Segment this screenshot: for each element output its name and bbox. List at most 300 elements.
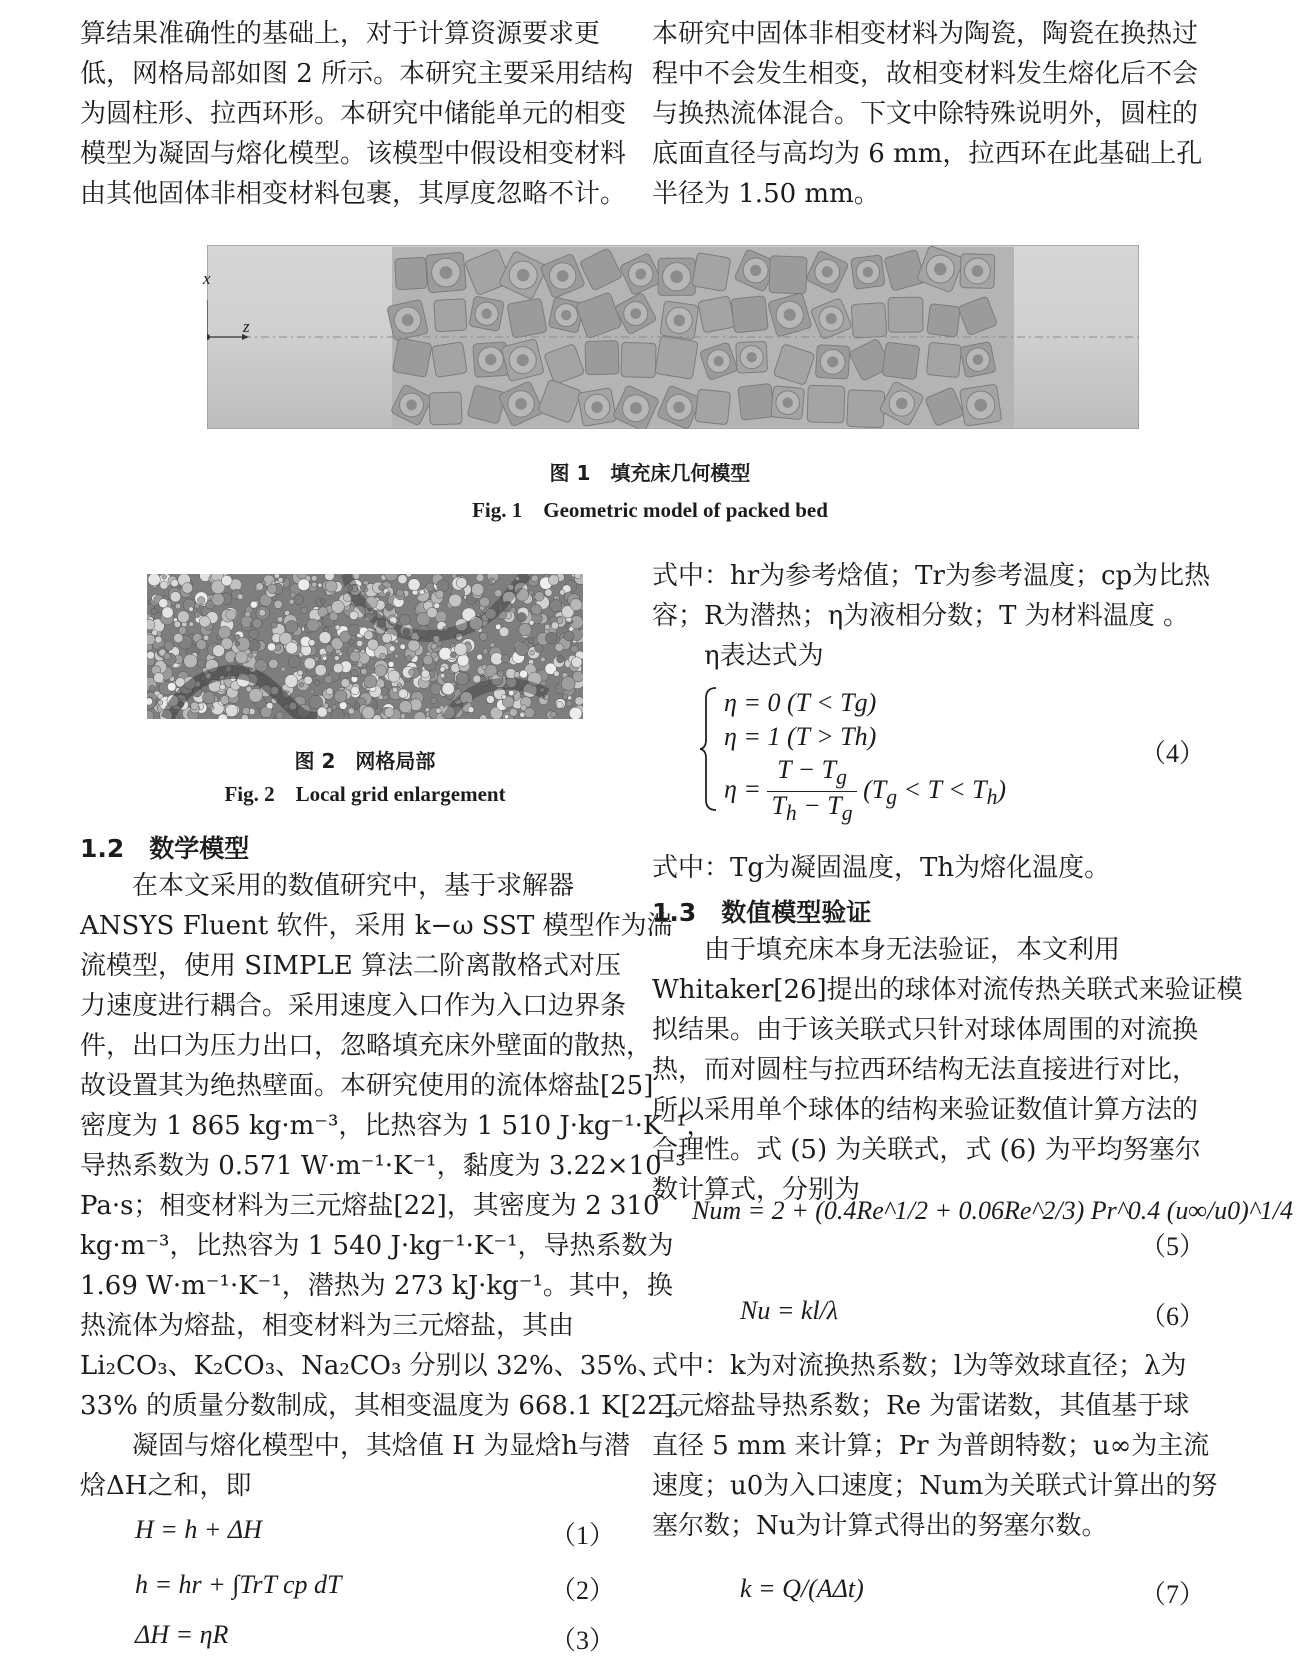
pellet-hole — [822, 266, 833, 277]
mesh-cell — [152, 630, 158, 636]
mesh-cell — [288, 656, 300, 668]
equation-2-number: （2） — [550, 1576, 616, 1605]
mesh-cell — [357, 662, 363, 668]
figure-1-caption-en: Fig. 1 Geometric model of packed bed — [472, 498, 828, 522]
figure-1 — [203, 245, 1139, 429]
mesh-cell — [310, 689, 315, 694]
mesh-cell — [212, 593, 225, 606]
mesh-cell — [171, 579, 179, 587]
mesh-cell — [324, 675, 332, 683]
mesh-cell — [304, 676, 312, 684]
mesh-cell — [545, 624, 550, 629]
mesh-cell — [499, 627, 509, 637]
mesh-cell — [213, 645, 225, 657]
mesh-cell — [331, 600, 344, 613]
pellet-hole — [591, 401, 602, 412]
mesh-cell — [203, 635, 208, 640]
mesh-cell — [241, 714, 248, 719]
mesh-cell — [162, 607, 173, 618]
mesh-cell — [218, 626, 231, 639]
text-line: 由于填充床本身无法验证，本文利用 — [704, 935, 1121, 965]
equation-5 — [692, 1196, 1293, 1226]
mesh-cell — [252, 619, 262, 629]
mesh-cell — [531, 575, 538, 582]
text-line: ANSYS Fluent 软件，采用 k−ω SST 模型作为湍 — [80, 911, 673, 941]
mesh-cell — [333, 663, 343, 673]
text-line: 力速度进行耦合。采用速度入口作为入口边界条 — [80, 991, 627, 1021]
mesh-cell — [312, 582, 317, 587]
text-line: 算结果准确性的基础上，对于计算资源要求更 — [80, 19, 601, 49]
mesh-image — [147, 574, 583, 719]
text-line: 式中：k为对流换热系数；l为等效球直径；λ为 — [652, 1351, 1187, 1381]
mesh-cell — [160, 581, 168, 589]
pellet-hole — [896, 398, 907, 409]
mesh-cell — [148, 574, 161, 586]
mesh-cell — [494, 589, 502, 597]
mesh-cell — [569, 707, 582, 719]
mesh-cell — [175, 603, 181, 609]
pellet — [392, 338, 432, 378]
mesh-cell — [360, 584, 366, 590]
mesh-cell — [189, 622, 193, 626]
text-line: 底面直径与高均为 6 mm，拉西环在此基础上孔 — [652, 139, 1203, 169]
mesh-cell — [563, 694, 568, 699]
mesh-cell — [483, 649, 488, 654]
pellet-hole — [670, 270, 683, 283]
mesh-cell — [409, 669, 415, 675]
mesh-cell — [479, 632, 487, 640]
pellet-hole — [972, 265, 984, 277]
top-left-paragraph — [80, 14, 634, 214]
pellet — [698, 296, 735, 333]
axis-x-label: x — [203, 269, 211, 288]
mesh-cell — [147, 619, 155, 630]
equation-2: h = hr + ∫TrT cp dT — [135, 1570, 342, 1599]
brace-icon — [700, 684, 720, 814]
mesh-cell — [380, 653, 386, 659]
mesh-cell — [440, 673, 445, 678]
pellet-hole — [714, 356, 724, 366]
pellet — [927, 304, 961, 338]
pellet-hole — [934, 263, 946, 275]
mesh-cell — [245, 611, 251, 617]
text-line: 密度为 1 865 kg·m⁻³，比热容为 1 510 J·kg⁻¹·K⁻¹， — [80, 1111, 713, 1141]
mesh-cell — [439, 647, 452, 660]
pellet-hole — [485, 354, 496, 365]
mesh-cell — [396, 589, 404, 597]
mesh-cell — [350, 651, 360, 661]
mesh-cell — [375, 665, 387, 677]
mesh-cell — [235, 651, 248, 664]
mesh-cell — [348, 708, 354, 714]
mesh-cell — [298, 579, 310, 591]
mesh-cell — [490, 643, 495, 648]
mesh-cell — [421, 670, 429, 678]
mesh-cell — [294, 595, 304, 605]
right-paragraph-3 — [652, 930, 1243, 1210]
mesh-cell — [556, 701, 563, 708]
pellet-hole — [974, 399, 987, 412]
pellet-hole — [402, 314, 414, 326]
mesh-cell — [410, 699, 422, 711]
mesh-cell — [367, 639, 378, 650]
mesh-cell — [482, 664, 487, 669]
mesh-cell — [159, 599, 168, 608]
mesh-cell — [357, 640, 363, 646]
mesh-cell — [301, 607, 307, 613]
mesh-cell — [528, 638, 534, 644]
mesh-cell — [307, 619, 320, 632]
text-line: 塞尔数；Nu为计算式得出的努塞尔数。 — [652, 1511, 1108, 1541]
text-line: 半径为 1.50 mm。 — [652, 179, 880, 209]
mesh-cell — [311, 575, 317, 581]
mesh-cell — [174, 621, 181, 628]
mesh-cell — [388, 670, 400, 682]
pellet — [429, 392, 462, 425]
text-line: 凝固与熔化模型中，其焓值 H 为显焓h与潜 — [132, 1431, 630, 1461]
mesh-cell — [259, 609, 266, 616]
mesh-cell — [315, 664, 326, 675]
text-line: 三元熔盐导热系数；Re 为雷诺数，其值基于球 — [652, 1391, 1190, 1421]
mesh-cell — [508, 690, 514, 696]
equation-5-number: （5） — [1140, 1232, 1206, 1261]
mesh-cell — [326, 688, 333, 695]
pellet — [585, 341, 619, 375]
equation-6: Nu = kl/λ — [740, 1296, 839, 1325]
mesh-cell — [250, 601, 257, 608]
mesh-cell — [351, 686, 360, 695]
pellet — [807, 385, 845, 423]
mesh-cell — [226, 610, 236, 620]
pellet — [655, 336, 698, 379]
mesh-cell — [397, 683, 401, 687]
figure-2-caption-zh: 图 2 网格局部 — [294, 749, 436, 773]
mesh-cell — [154, 672, 164, 682]
mesh-cell — [468, 707, 474, 713]
mesh-cell — [491, 579, 495, 583]
text-line: Li₂CO₃、K₂CO₃、Na₂CO₃ 分别以 32%、35%、 — [80, 1351, 664, 1381]
mesh-cell — [398, 575, 407, 584]
mesh-cell — [408, 579, 420, 591]
mesh-cell — [203, 691, 216, 704]
mesh-cell — [155, 636, 162, 643]
mesh-cell — [575, 574, 582, 579]
mesh-cell — [540, 657, 545, 662]
mesh-cell — [427, 607, 437, 617]
text-line: η表达式为 — [704, 641, 824, 671]
pellet — [926, 342, 961, 377]
equation-4-line-3: η = $\frac{T - T_g}{T_h - T_g}$ $(T_g < T < T_h)$ — [724, 755, 1007, 826]
mesh-cell — [570, 599, 582, 611]
mesh-cell — [362, 706, 375, 719]
text-line: 热流体为熔盐，相变材料为三元熔盐，其由 — [80, 1311, 575, 1341]
text-line: 直径 5 mm 来计算；Pr 为普朗特数；u∞为主流 — [652, 1431, 1210, 1461]
mesh-cell — [184, 654, 198, 668]
mesh-cell — [325, 580, 337, 592]
right-where-2: 式中：Tg为凝固温度，Th为熔化温度。 — [652, 853, 1111, 883]
mesh-cell — [325, 645, 333, 653]
mesh-cell — [383, 695, 388, 700]
mesh-cell — [519, 670, 527, 678]
mesh-cell — [274, 600, 282, 608]
mesh-cell — [164, 641, 174, 651]
mesh-cell — [220, 684, 226, 690]
text-line: 故设置其为绝热壁面。本研究使用的流体熔盐[25] — [80, 1071, 654, 1101]
mesh-cell — [262, 581, 266, 585]
mesh-cell — [473, 675, 481, 683]
mesh-cell — [554, 671, 560, 677]
mesh-cell — [517, 613, 526, 622]
pellet-hole — [630, 402, 642, 414]
mesh-cell — [248, 653, 253, 658]
mesh-cell — [174, 633, 184, 643]
mesh-cell — [560, 590, 565, 595]
section-1-3-title: 1.3 数值模型验证 — [652, 898, 872, 927]
text-line: 低，网格局部如图 2 所示。本研究主要采用结构 — [80, 59, 634, 89]
text-line: 模型为凝固与熔化模型。该模型中假设相变材料 — [80, 139, 627, 169]
mesh-cell — [386, 592, 390, 596]
mesh-cell — [220, 696, 229, 705]
mesh-cell — [164, 653, 171, 660]
mesh-cell — [449, 594, 462, 607]
mesh-cell — [276, 712, 284, 719]
mesh-cell — [196, 640, 206, 650]
equation-3: ΔH = ηR — [135, 1620, 229, 1649]
figure-2 — [147, 574, 583, 719]
text-line: 件，出口为压力出口，忽略填充床外壁面的散热， — [80, 1031, 653, 1061]
mesh-cell — [304, 658, 316, 670]
text-line: 本研究中固体非相变材料为陶瓷，陶瓷在换热过 — [652, 19, 1199, 49]
pellet-hole — [406, 400, 417, 411]
mesh-cell — [437, 579, 449, 591]
equation-5-text: Num = 2 + (0.4Re^1/2 + 0.06Re^2/3) Pr^0.4 (u∞/u0)^1/4 — [692, 1196, 1294, 1225]
mesh-cell — [479, 597, 489, 607]
mesh-cell — [515, 642, 528, 655]
text-line: 热，而对圆柱与拉西环结构无法直接进行对比， — [652, 1055, 1199, 1085]
mesh-cell — [545, 632, 557, 644]
mesh-cell — [457, 655, 469, 667]
mesh-cell — [431, 652, 437, 658]
mesh-cell — [392, 687, 397, 692]
pellet — [507, 298, 547, 338]
equation-1: H = h + ΔH — [135, 1515, 262, 1544]
mesh-cell — [364, 631, 373, 640]
mesh-cell — [531, 604, 542, 615]
mesh-cell — [269, 659, 278, 668]
pellet — [888, 297, 923, 332]
mesh-cell — [442, 682, 454, 694]
text-line: 容；R为潜热；η为液相分数；T 为材料温度 。 — [652, 601, 1190, 631]
pellet — [851, 303, 887, 339]
pellet-hole — [784, 309, 796, 321]
mesh-cell — [319, 632, 331, 644]
equation-3-number: （3） — [550, 1626, 616, 1655]
mesh-cell — [497, 670, 504, 677]
mesh-cell — [341, 679, 350, 688]
mesh-cell — [431, 643, 437, 649]
pellet-hole — [517, 354, 529, 366]
mesh-cell — [320, 599, 325, 604]
mesh-cell — [147, 651, 154, 659]
pellet-hole — [746, 352, 756, 362]
equation-4-lhs: η = — [724, 774, 761, 804]
mesh-cell — [197, 597, 204, 604]
mesh-cell — [382, 633, 392, 643]
mesh-cell — [179, 627, 187, 635]
mesh-cell — [349, 611, 358, 620]
mesh-cell — [476, 574, 484, 582]
pellet-hole — [827, 356, 838, 367]
mesh-cell — [550, 599, 562, 611]
equation-4 — [700, 684, 1080, 826]
mesh-cell — [519, 623, 532, 636]
text-line: 33% 的质量分数制成，其相变温度为 668.1 K[22]。 — [80, 1391, 700, 1421]
equation-7: k = Q/(AΔt) — [740, 1574, 864, 1603]
mesh-cell — [221, 575, 232, 586]
mesh-cell — [564, 631, 574, 641]
mesh-cell — [436, 708, 441, 713]
mesh-cell — [274, 574, 279, 578]
pellet-hole — [557, 270, 569, 282]
text-line: 在本文采用的数值研究中，基于求解器 — [132, 871, 575, 901]
pellet-hole — [561, 310, 571, 320]
pellet — [434, 299, 467, 332]
mesh-cell — [158, 700, 163, 705]
mesh-cell — [426, 583, 435, 592]
mesh-cell — [284, 610, 289, 615]
mesh-cell — [557, 656, 564, 663]
mesh-cell — [189, 607, 194, 612]
text-line: 1.69 W·m⁻¹·K⁻¹，潜热为 273 kJ·kg⁻¹。其中，换 — [80, 1271, 673, 1301]
top-right-paragraph — [652, 14, 1203, 214]
mesh-cell — [420, 590, 425, 595]
mesh-cell — [199, 616, 210, 627]
text-line: 流模型，使用 SIMPLE 算法二阶离散格式对压 — [80, 951, 621, 981]
right-where-1 — [652, 556, 1211, 676]
pellet — [731, 296, 768, 333]
mesh-cell — [334, 690, 347, 703]
text-line: 导热系数为 0.571 W·m⁻¹·K⁻¹，黏度为 3.22×10⁻³ — [80, 1151, 686, 1181]
mesh-cell — [235, 641, 240, 646]
mesh-cell — [524, 708, 534, 718]
figure-1-caption-zh: 图 1 填充床几何模型 — [549, 461, 751, 485]
mesh-cell — [535, 592, 544, 601]
equation-7-number: （7） — [1140, 1580, 1206, 1609]
mesh-cell — [571, 657, 582, 668]
pellet-hole — [782, 397, 793, 408]
mesh-cell — [575, 697, 583, 706]
text-line: 由其他固体非相变材料包裹，其厚度忽略不计。 — [80, 179, 627, 209]
mesh-cell — [271, 622, 277, 628]
mesh-cell — [471, 583, 483, 595]
pellet — [738, 383, 775, 420]
pellet-hole — [673, 401, 685, 413]
mesh-cell — [379, 585, 385, 591]
pellet — [432, 342, 468, 378]
mesh-cell — [435, 590, 443, 598]
mesh-cell — [399, 700, 412, 713]
mesh-cell — [502, 694, 507, 699]
mesh-cell — [548, 575, 558, 585]
equation-6-number: （6） — [1140, 1302, 1206, 1331]
mesh-cell — [314, 680, 320, 686]
text-line: kg·m⁻³，比热容为 1 540 J·kg⁻¹·K⁻¹，导热系数为 — [80, 1231, 674, 1261]
equation-4-line-2: η = 1 (T > Th) — [724, 722, 877, 751]
mesh-cell — [354, 702, 360, 708]
mesh-cell — [191, 702, 199, 710]
pellet-hole — [863, 267, 873, 277]
mesh-cell — [364, 675, 377, 688]
mesh-cell — [431, 698, 437, 704]
mesh-cell — [434, 603, 440, 609]
mesh-cell — [545, 589, 553, 597]
right-where-3 — [652, 1346, 1218, 1546]
mesh-cell — [309, 639, 316, 646]
mesh-cell — [297, 670, 303, 676]
mesh-cell — [182, 583, 193, 594]
mesh-cell — [151, 608, 158, 615]
mesh-cell — [555, 643, 563, 651]
mesh-cell — [285, 675, 298, 688]
text-line: 与换热流体混合。下文中除特殊说明外，圆柱的 — [652, 99, 1199, 129]
pellet — [695, 389, 731, 425]
mesh-cell — [566, 700, 572, 706]
mesh-cell — [486, 695, 494, 703]
text-line: 数计算式，分别为 — [652, 1175, 861, 1205]
mesh-cell — [351, 669, 358, 676]
left-paragraph-1 — [80, 866, 713, 1506]
mesh-cell — [285, 620, 298, 633]
mesh-cell — [267, 584, 277, 594]
text-line: 式中：hr为参考焓值；Tr为参考温度；cp为比热 — [652, 561, 1211, 591]
mesh-cell — [327, 707, 332, 712]
mesh-cell — [530, 650, 535, 655]
mesh-cell — [309, 695, 323, 709]
mesh-cell — [565, 623, 570, 628]
text-line: 拟结果。由于该关联式只针对球体周围的对流换 — [652, 1015, 1199, 1045]
mesh-cell — [298, 652, 303, 657]
mesh-cell — [509, 708, 517, 716]
pellet-hole — [630, 308, 641, 319]
pellet-hole — [635, 269, 646, 280]
pellet-hole — [826, 313, 837, 324]
mesh-cell — [242, 707, 250, 715]
mesh-cell — [323, 656, 327, 660]
mesh-cell — [286, 642, 298, 654]
mesh-cell — [237, 594, 243, 600]
mesh-cell — [394, 654, 398, 658]
pellet-hole — [673, 314, 685, 326]
mesh-cell — [249, 688, 263, 702]
mesh-cell — [561, 677, 575, 691]
mesh-cell — [334, 656, 339, 661]
mesh-cell — [477, 654, 483, 660]
equation-4-fraction: $\frac{T - T_g}{T_h - T_g}$ — [767, 756, 856, 827]
mesh-cell — [384, 708, 394, 718]
mesh-cell — [406, 655, 412, 661]
packed-bed-image — [207, 245, 1139, 429]
mesh-cell — [267, 643, 275, 651]
equation-1-number: （1） — [550, 1521, 616, 1550]
mesh-cell — [318, 583, 322, 587]
mesh-cell — [501, 654, 510, 663]
mesh-cell — [249, 639, 261, 651]
mesh-cell — [456, 578, 467, 589]
pellet — [395, 257, 428, 290]
mesh-cell — [162, 575, 167, 580]
pellet-hole — [515, 398, 527, 410]
mesh-cell — [277, 617, 283, 623]
